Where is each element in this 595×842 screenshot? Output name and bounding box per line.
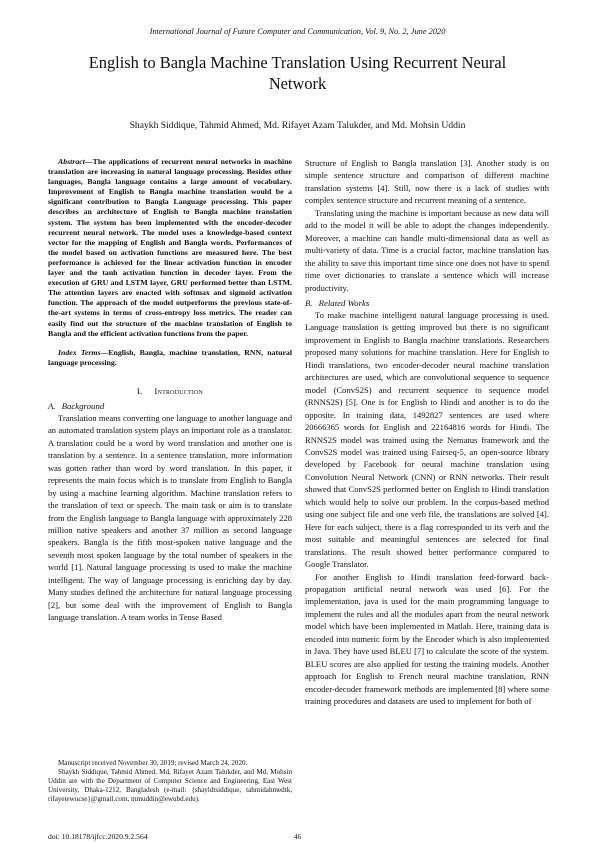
footnote	[48, 759, 292, 804]
footnote-affiliation: Shaykh Siddique, Tahmid Ahmed, Md. Rifayet Azam Talukder, and Md. Mohsin Uddin are with the Department of Computer Science and Engineering, East West University, Dhaka-1212, Bangladesh (e-mail: {shayldtsiddique, tahmidahmedtk, rifayetewucse}@gmail.com, mmuddin@ewubd.edu).	[48, 768, 292, 804]
page-number: 46	[293, 832, 302, 841]
subsection-heading-related-works	[305, 297, 549, 309]
subsection-title: Background	[61, 400, 105, 411]
paper-title: English to Bangla Machine Translation Using Recurrent Neural Network	[88, 53, 507, 93]
paragraph-related-works: To make machine intelligent natural language processing is used. Language translation is getting improved but there is no significant improvement in English to Bangla machine translations. Researchers proposed many solutions for machine translation. Here for English to Hindi translations, two encoder-decoder neural machine translation architectures are used, which are convolutional sequence to sequence model (ConvS2S) and recurrent sequence to sequence model (RNNS2S) [5]. One is for English to Hindi and another is to do the opposite. In training data, 1492827 sentences are used where 20666365 words for English and 22164816 words for Hindi. The RNNS2S model was trained using the Nematus framework and the ConvS2S model was trained using Fairseq-5, an open-source library developed by Facebook for neural machine translation using Convolution Neural Network (CNN) or RNN networks. Their result showed that ConvS2S performed better on English to Hindi translation which would help to solve our problem. In the corpus-based method using one subject file and one verb file, the translations are solved [4]. Here for each subject, there is a flag corresponded to its verb and the most suitable and meaningful sentences are selected for final translations. The result showed better performance compared to Google Translator.	[305, 309, 549, 570]
abstract-text: —The applications of recurrent neural networks in machine translation are increasing in natural language processing. Besides other languages, Bangla language contains a large amount of vocabulary. Improvement of English to Bangla machine translation would be a significant contribution to Bangla Language processing. This paper describes an architecture of English to Bangla machine translation system. The system has been implemented with the encoder-decoder recurrent neural network. The model uses a knowledge-based context vector for the mapping of English and Bangla words. Performances of the model based on activation functions are measured here. The best performance is achieved for the linear activation function in encoder layer and the tanh activation function in decoder layer. From the execution of GRU and LSTM layer, GRU performed better than LSTM. The attention layers are enacted with softmax and sigmoid activation function. The approach of the model outperforms the previous state-of-the-art systems in terms of cross-entropy loss metrics. The reader can easily find out the structure of the machine translation of English to Bangla and the efficient activation functions from the paper.	[48, 157, 292, 338]
section-title: Introduction	[154, 385, 204, 396]
subsection-letter: B.	[305, 297, 313, 308]
author-list: Shaykh Siddique, Tahmid Ahmed, Md. Rifayet Azam Talukder, and Md. Mohsin Uddin	[129, 120, 466, 131]
doi: doi: 10.18178/ijfcc.2020.9.2.564	[48, 832, 148, 841]
section-heading-introduction	[48, 386, 292, 396]
index-terms-lead: Index Terms	[58, 347, 101, 357]
paragraph-hindi-translation: For another English to Hindi translation feed-forward back-propagation artificial neural network was used [6]. For the implementation, java is used for the main programming language to implement the rules and all the modules apart from the neural network model which have been implemented in Matlab. Here, training data is encoded into numeric form by the Encoder which is also implemented in Java. They have used BLEU [7] to calculate the score of the system. BLEU scores are also applied for testing the training models. Another approach for English to French neural machine translation, RNN encoder-decoder framework methods are implemented [8] where some training procedures and datasets are used to implement for both of	[305, 571, 549, 707]
abstract-lead: Abstract	[58, 157, 85, 166]
index-terms-text: —English, Bangla, machine translation, RNN, natural language processing.	[48, 347, 292, 367]
paragraph-importance: Translating using the machine is important because as new data will add to the model it will be able to adopt the changes independently. Moreover, a machine can handle multi-dimensional data as well as multi-variety of data. Time is a crucial factor, machine translation has the ability to save this important time since one does not have to spend time over dictionaries to translate a sentence which will increase productivity.	[305, 207, 549, 293]
journal-header: International Journal of Future Computer and Communication, Vol. 9, No. 2, June 2020	[149, 27, 446, 36]
section-number: I.	[136, 385, 143, 396]
right-column	[305, 157, 549, 707]
left-column	[48, 157, 292, 624]
subsection-heading-background	[48, 400, 292, 412]
index-terms	[48, 348, 292, 368]
subsection-letter: A.	[48, 400, 56, 411]
background-paragraph: Translation means converting one language to another language and an automated translation system plays an important role as a translator. A translation could be a word by word translation and another one is translation by a sentence. In a sentence translation, more information was gotten rather than word by word translation. In this paper, it represents the main focus which is to translate from English to Bangla by using a machine learning algorithm. Machine translation refers to the translation of text or speech. The main task or aim is to translate from the English language to Bangla language with approximately 228 million native speakers and another 37 million as second language speakers. Bangla is the fifth most-spoken native language and the seventh most spoken language by the total number of speakers in the world [1]. Natural language processing is used to make the machine intelligent. The way of language processing is enriching day by day. Many studies defined the architecture for natural language processing [2], but some deal with the improvement of English to Bangla language translation. A team works in Tense Based	[48, 412, 292, 623]
subsection-title: Related Works	[318, 297, 370, 308]
footnote-received: Manuscript received November 30, 2019; revised March 24, 2020.	[58, 759, 248, 767]
paragraph-continued: Structure of English to Bangla translation [3]. Another study is on simple sentence structure and comparison of different machine translation systems [4]. Still, now there is a lack of studies with complex sentence structure and recurrent meaning of a sentence.	[305, 158, 549, 206]
abstract	[48, 157, 292, 339]
